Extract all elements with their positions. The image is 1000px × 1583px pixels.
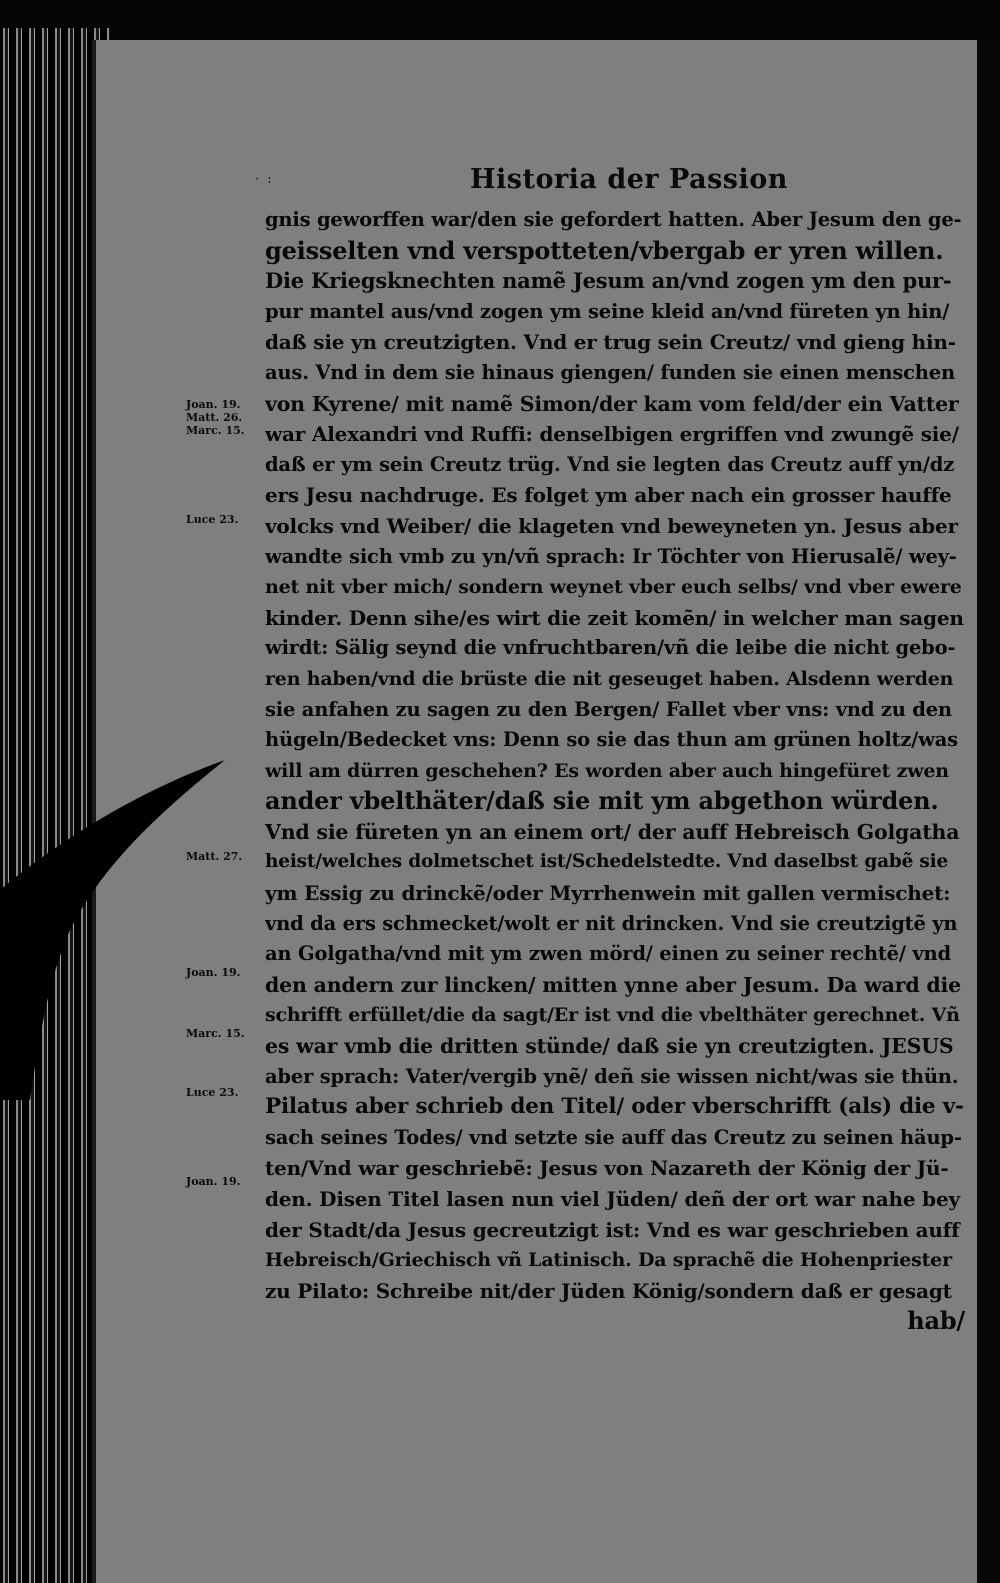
text-line: ten/Vnd war geschriebẽ: Jesus von Nazareth der König der Jü- <box>265 1156 949 1181</box>
text-line: an Golgatha/vnd mit ym zwen mörd/ einen zu seiner rechtẽ/ vnd <box>265 942 951 966</box>
marginal-note <box>186 1086 266 1099</box>
header-mark: · : <box>255 172 274 187</box>
text-line: daß er ym sein Creutz trüg. Vnd sie legten das Creutz auff yn/dz <box>265 452 955 476</box>
text-line: net nit vber mich/ sondern weynet vber euch selbs/ vnd vber ewere <box>265 576 962 599</box>
text-line: gnis geworffen war/den sie gefordert hatten. Aber Jesum den ge- <box>265 208 962 231</box>
text-line: volcks vnd Weiber/ die klageten vnd beweyneten yn. Jesus aber <box>265 513 958 538</box>
text-line: sie anfahen zu sagen zu den Bergen/ Fallet vber vns: vnd zu den <box>265 697 952 721</box>
text-line: zu Pilato: Schreibe nit/der Jüden König/sondern daß er gesagt <box>265 1278 952 1303</box>
text-line: den andern zur lincken/ mitten ynne aber Jesum. Da ward die <box>265 972 961 997</box>
text-line: ers Jesu nachdruge. Es folget ym aber nach ein grosser hauffe <box>265 483 952 508</box>
right-shadow <box>977 40 1000 1583</box>
marginal-line: Marc. 15. <box>186 424 245 437</box>
text-line: ander vbelthäter/daß sie mit ym abgethon würden. <box>265 786 939 816</box>
text-line: Pilatus aber schrieb den Titel/ oder vberschrifft (als) die v- <box>265 1094 964 1120</box>
text-line: heist/welches dolmetschet ist/Schedelstedte. Vnd daselbst gabẽ sie <box>265 851 949 873</box>
text-line: es war vmb die dritten stünde/ daß sie yn creutzigten. JESUS <box>265 1034 954 1059</box>
marginal-note <box>186 850 266 863</box>
text-line: Die Kriegsknechten namẽ Jesum an/vnd zogen ym den pur- <box>265 268 952 294</box>
text-line: war Alexandri vnd Ruffi: denselbigen ergriffen vnd zwungẽ sie/ <box>265 422 959 447</box>
running-title: Historia der Passion <box>470 164 788 195</box>
marginal-line: Marc. 15. <box>186 1027 245 1040</box>
binding-shadow <box>0 760 230 1100</box>
text-line: will am dürren geschehen? Es worden aber auch hingefüret zwen <box>265 759 949 782</box>
marginal-line: Joan. 19. <box>186 1175 241 1188</box>
text-line: daß sie yn creutzigten. Vnd er trug sein Creutz/ vnd gieng hin- <box>265 330 956 355</box>
text-line: sach seines Todes/ vnd setzte sie auff das Creutz zu seinen häup- <box>265 1125 962 1149</box>
text-line: geisselten vnd verspotteten/vbergab er yren willen. <box>265 235 944 265</box>
text-line: wirdt: Sälig seynd die vnfruchtbaren/vñ die leibe die nicht gebo- <box>265 636 956 660</box>
text-line: von Kyrene/ mit namẽ Simon/der kam vom feld/der ein Vatter <box>265 391 959 416</box>
marginal-line: Matt. 27. <box>186 850 243 863</box>
marginal-note <box>186 1027 266 1040</box>
marginal-line: Luce 23. <box>186 1086 239 1099</box>
marginal-line: Joan. 19. <box>186 398 241 411</box>
text-line: Hebreisch/Griechisch vñ Latinisch. Da sprachẽ die Hohenpriester <box>265 1249 952 1272</box>
text-line: hügeln/Bedecket vns: Denn so sie das thun am grünen holtz/was <box>265 728 958 752</box>
body-text <box>265 205 965 1337</box>
text-line: kinder. Denn sihe/es wirt die zeit komẽn/ in welcher man sagen <box>265 605 964 630</box>
top-shadow <box>0 0 1000 40</box>
text-line: ren haben/vnd die brüste die nit geseuget haben. Alsdenn werden <box>265 667 954 690</box>
marginal-note <box>186 1175 266 1188</box>
marginal-note <box>186 398 266 437</box>
marginal-line: Joan. 19. <box>186 966 241 979</box>
text-line: aber sprach: Vater/vergib ynẽ/ deñ sie wissen nicht/was sie thün. <box>265 1064 959 1088</box>
text-line: hab/ <box>907 1306 965 1336</box>
text-line: pur mantel aus/vnd zogen ym seine kleid an/vnd füreten yn hin/ <box>265 299 950 323</box>
text-line: schrifft erfüllet/die da sagt/Er ist vnd die vbelthäter gerechnet. Vñ <box>265 1004 960 1027</box>
marginal-line: Matt. 26. <box>186 411 243 424</box>
text-line: ym Essig zu drinckẽ/oder Myrrhenwein mit gallen vermischet: <box>265 881 951 906</box>
text-line: den. Disen Titel lasen nun viel Jüden/ deñ der ort war nahe bey <box>265 1187 960 1211</box>
text-line: der Stadt/da Jesus gecreutzigt ist: Vnd es war geschrieben auff <box>265 1217 960 1242</box>
marginal-line: Luce 23. <box>186 513 239 526</box>
marginal-note <box>186 966 266 979</box>
text-line: vnd da ers schmecket/wolt er nit drincken. Vnd sie creutzigtẽ yn <box>265 911 958 935</box>
text-line: Vnd sie füreten yn an einem ort/ der auff Hebreisch Golgatha <box>265 819 960 844</box>
text-line: aus. Vnd in dem sie hinaus giengen/ funden sie einen menschen <box>265 360 955 384</box>
marginal-note <box>186 513 266 526</box>
text-line: wandte sich vmb zu yn/vñ sprach: Ir Töchter von Hierusalẽ/ wey- <box>265 544 957 568</box>
